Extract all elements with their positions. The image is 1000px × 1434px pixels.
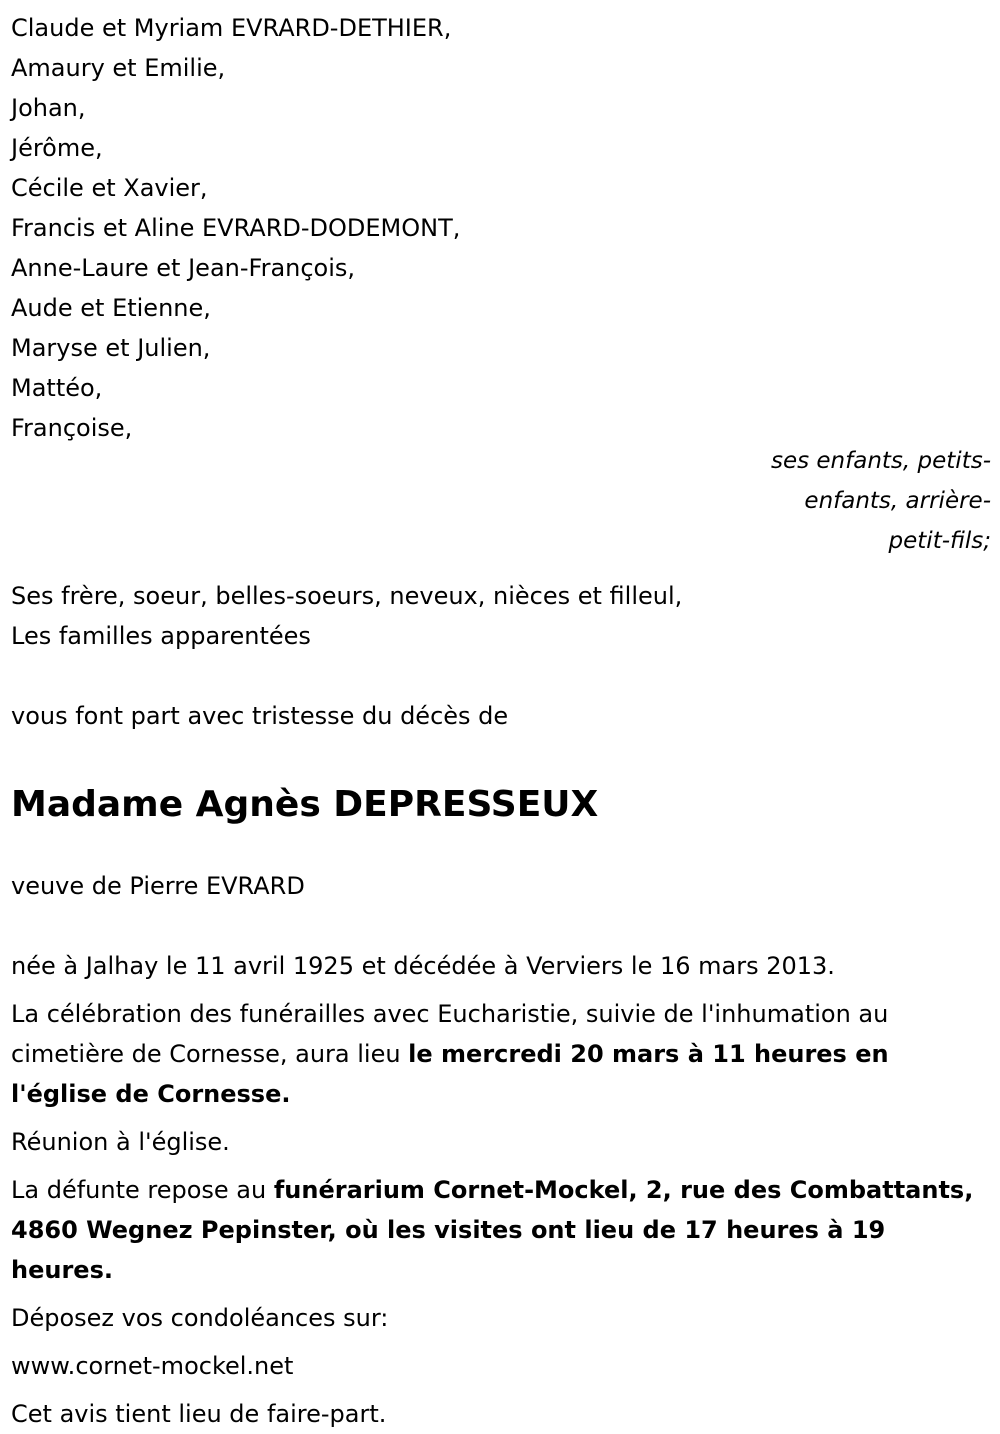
family-name: Claude et Myriam EVRARD-DETHIER, [11,14,452,42]
other-relatives-line: Les familles apparentées [11,622,311,650]
family-name: Françoise, [11,414,133,442]
meeting-text: Réunion à l'église. [11,1128,230,1156]
funeral-paragraph [11,994,991,1114]
family-name: Amaury et Emilie, [11,54,226,82]
relation-note [11,441,991,561]
closing-text: Cet avis tient lieu de faire-part. [11,1400,387,1428]
announcement-text: vous font part avec tristesse du décès de [11,702,509,730]
other-relatives [11,576,991,656]
family-name: Anne-Laure et Jean-François, [11,254,356,282]
family-name: Maryse et Julien, [11,334,211,362]
other-relatives-line: Ses frère, soeur, belles-soeurs, neveux, nièces et filleul, [11,582,683,610]
family-names-list [11,8,991,448]
relation-line: ses enfants, petits- [770,448,991,474]
funeral-details: le mercredi 20 mars à 11 heures en l'église de Cornesse. [11,1040,889,1108]
relation-line: petit-fils; [888,528,991,554]
family-name: Johan, [11,94,86,122]
rest-details: funérarium Cornet-Mockel, 2, rue des Combattants, 4860 Wegnez Pepinster, où les visites ont lieu de 17 heures à 19 heures. [11,1176,974,1284]
deceased-name: Madame Agnès DEPRESSEUX [11,784,599,825]
widow-of-text: veuve de Pierre EVRARD [11,872,305,900]
condolences-label: Déposez vos condoléances sur: [11,1304,389,1332]
family-name: Aude et Etienne, [11,294,211,322]
family-name: Francis et Aline EVRARD-DODEMONT, [11,214,461,242]
birth-death-text: née à Jalhay le 11 avril 1925 et décédée à Verviers le 16 mars 2013. [11,952,835,980]
obituary-notice [11,0,991,1434]
family-name: Cécile et Xavier, [11,174,208,202]
rest-text: La défunte repose au [11,1176,274,1204]
family-name: Jérôme, [11,134,103,162]
relation-line: enfants, arrière- [804,488,991,514]
rest-paragraph [11,1170,991,1290]
family-name: Mattéo, [11,374,103,402]
condolences-url[interactable]: www.cornet-mockel.net [11,1352,294,1380]
funeral-text: La célébration des funérailles avec Eucharistie, suivie de l'inhumation au cimetière de Cornesse, aura lieu [11,1000,889,1068]
